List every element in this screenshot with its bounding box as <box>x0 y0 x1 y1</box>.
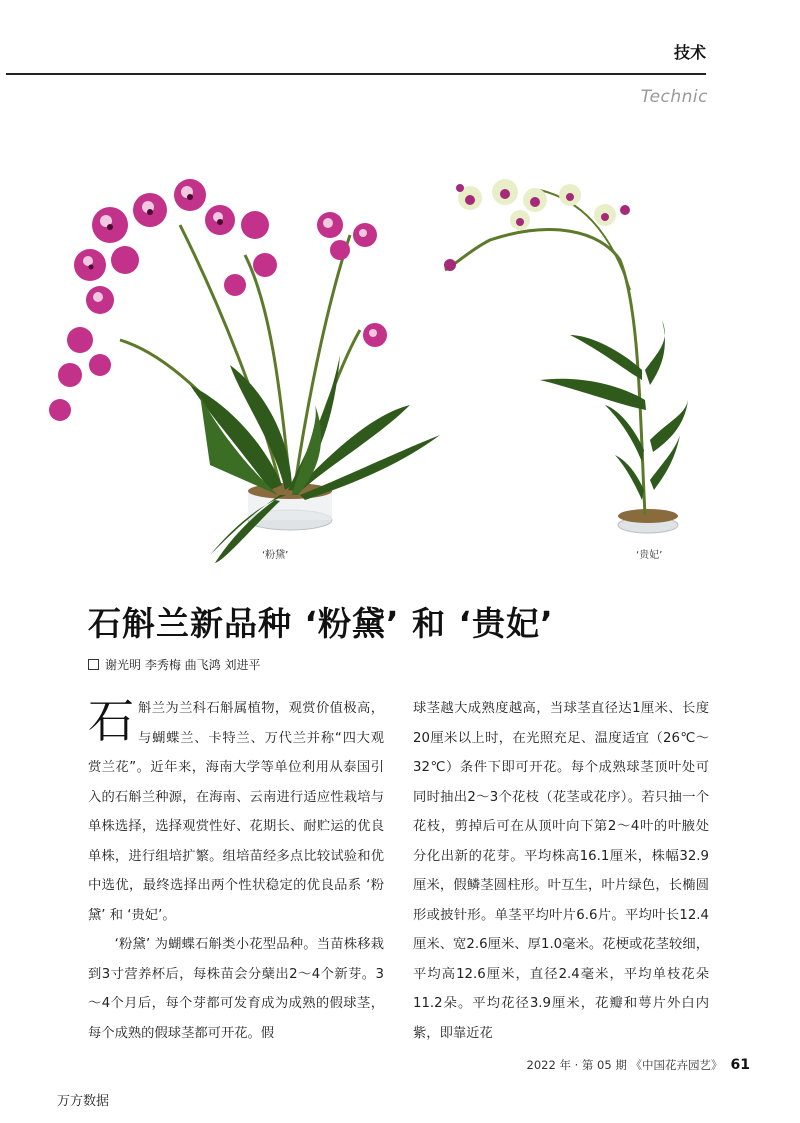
page-number: 61 <box>730 1057 750 1073</box>
photo-guifei-orchid <box>430 170 700 540</box>
article-title: 石斛兰新品种 ‘粉黛’ 和 ‘贵妃’ <box>88 604 554 643</box>
article-column-left <box>88 694 384 1048</box>
section-label-en: Technic <box>640 87 708 107</box>
article-column-right <box>413 694 709 1048</box>
paragraph-intro-text: 斛兰为兰科石斛属植物，观赏价值极高，与蝴蝶兰、卡特兰、万代兰并称“四大观赏兰花”。近年来，海南大学等单位利用从泰国引入的石斛兰种源，在海南、云南进行适应性栽培与单株选择，选择观赏性好、花期长、耐贮运的优良单株，进行组培扩繁。组培苗经多点比较试验和优中选优，最终选择出两个性状稳定的优良品系 ‘粉黛’ 和 ‘贵妃’。 <box>88 701 384 923</box>
paragraph-fendai: ‘粉黛’ 为蝴蝶石斛类小花型品种。当苗株移栽到3寸营养杯后，每株苗会分蘖出2～4个新芽。3～4个月后，每个芽都可发育成为成熟的假球茎，每个成熟的假球茎都可开花。假 <box>88 937 384 1041</box>
photo-caption-fendai: ‘粉黛’ <box>262 550 289 561</box>
article-authors <box>88 656 260 673</box>
watermark: 万方数据 <box>57 1094 110 1109</box>
author-names: 谢光明 李秀梅 曲飞鸿 刘进平 <box>105 658 261 672</box>
paragraph-fendai-continued: 球茎越大成熟度越高，当球茎直径达1厘米、长度20厘米以上时，在光照充足、温度适宜（26℃～32℃）条件下即可开花。每个成熟球茎顶叶处可同时抽出2～3个花枝（花茎或花序）。若只抽一个花枝，剪掉后可在从顶叶向下第2～4叶的叶腋处分化出新的花芽。平均株高16.1厘米，株幅32.9厘米，假鳞茎圆柱形。叶互生，叶片绿色，长椭圆形或披针形。单茎平均叶片6.6片。平均叶长12.4厘米、宽2.6厘米、厚1.0毫米。花梗或花茎较细，平均高12.6厘米，直径2.4毫米，平均单枝花朵11.2朵。平均花径3.9厘米，花瓣和萼片外白内紫，即靠近花 <box>413 701 709 1041</box>
header-rule <box>6 73 706 75</box>
drop-cap: 石 <box>88 694 134 748</box>
author-box-icon <box>88 659 99 670</box>
paragraph-intro <box>88 694 384 930</box>
photo-caption-guifei: ‘贵妃’ <box>636 550 663 561</box>
page-footer <box>527 1057 750 1073</box>
section-label: 技术 <box>673 43 706 62</box>
issue-info: 2022 年 · 第 05 期 《中国花卉园艺》 <box>526 1058 723 1072</box>
photo-fendai-orchid <box>30 165 460 565</box>
